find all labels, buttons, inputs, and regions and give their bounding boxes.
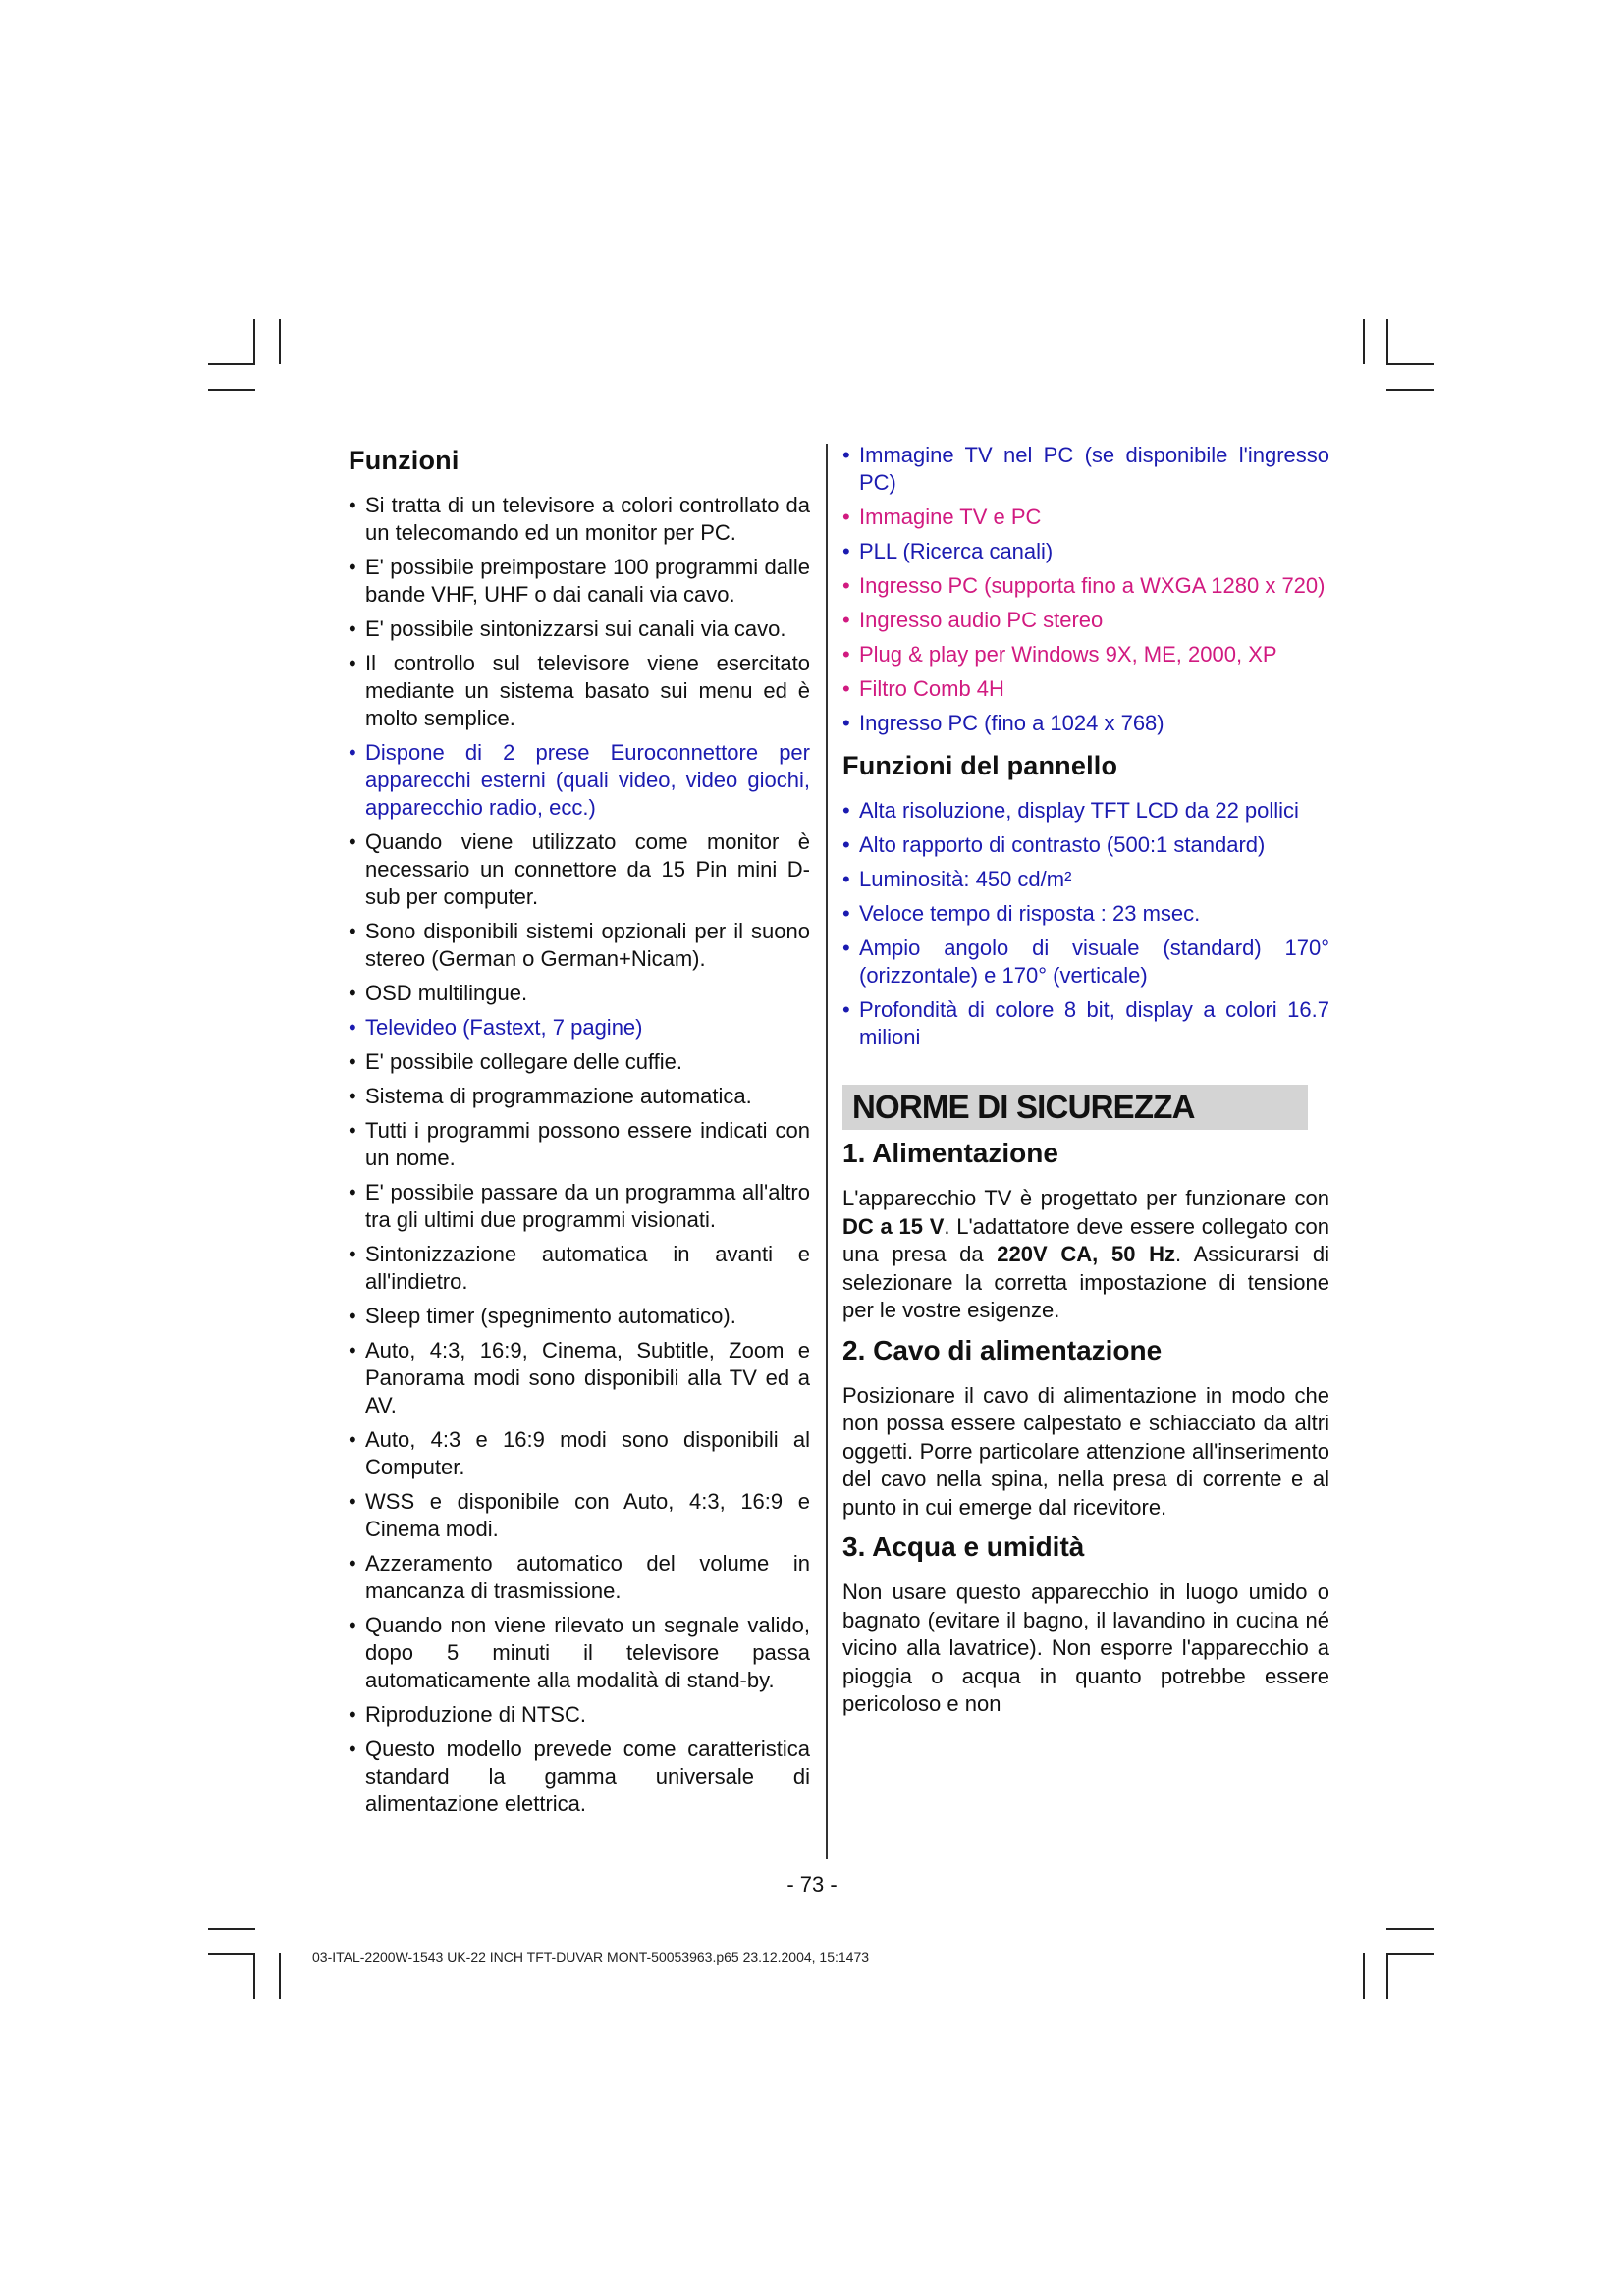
crop-mark [279,1953,281,1999]
list-item: • Plug & play per Windows 9X, ME, 2000, XP [842,641,1329,668]
list-item: • Azzeramento automatico del volume in mancanza di trasmissione. [349,1550,810,1605]
list-item: • Veloce tempo di risposta : 23 msec. [842,900,1329,928]
list-item: • Quando viene utilizzato come monitor è necessario un connettore da 15 Pin mini D-sub per computer. [349,828,810,911]
list-item: • Ampio angolo di visuale (standard) 170° (orizzontale) e 170° (verticale) [842,934,1329,989]
list-item: • Immagine TV nel PC (se disponibile l'ingresso PC) [842,442,1329,497]
list-item: • Dispone di 2 prese Euroconnettore per apparecchi esterni (quali video, video giochi, apparecchio radio, ecc.) [349,739,810,822]
list-item: • Questo modello prevede come caratteristica standard la gamma universale di alimentazione elettrica. [349,1735,810,1818]
panel-heading: Funzioni del pannello [842,751,1118,780]
list-item: • Sistema di programmazione automatica. [349,1083,810,1110]
section-2-text: Posizionare il cavo di alimentazione in modo che non possa essere calpestato e schiacciato da altri oggetti. Porre particolare attenzione all'inserimento del cavo nella spina, nella presa di corrente e al punto in cui emerge dal ricevitore. [842,1382,1329,1520]
text-run: L'apparecchio TV è progettato per funzionare con [842,1186,1329,1210]
crop-mark [208,1928,255,1930]
list-item: • E' possibile collegare delle cuffie. [349,1048,810,1076]
crop-mark [1386,1928,1434,1930]
list-item: • OSD multilingue. [349,980,810,1007]
list-item: • Filtro Comb 4H [842,675,1329,703]
crop-mark [1386,363,1434,365]
crop-mark [1386,319,1388,364]
section-2-title: 2. Cavo di alimentazione [842,1334,1163,1365]
mains-bold: 220V CA, 50 Hz [997,1242,1176,1266]
list-item: • Luminosità: 450 cd/m² [842,866,1329,893]
section-1-text [842,1185,1329,1325]
list-item: • Alta risoluzione, display TFT LCD da 22 pollici [842,797,1329,825]
right-column [842,442,1329,1729]
print-footer: 03-ITAL-2200W-1543 UK-22 INCH TFT-DUVAR MONT-50053963.p65 23.12.2004, 15:1473 [312,1949,870,1965]
list-item: • E' possibile passare da un programma all'altro tra gli ultimi due programmi visionati. [349,1179,810,1234]
list-item: • Immagine TV e PC [842,504,1329,531]
text-run: . Assicurarsi di selezionare la corretta impostazione di tensione per le vostre esigenze. [842,1242,1329,1322]
list-item: • Riproduzione di NTSC. [349,1701,810,1729]
list-item: • Ingresso PC (supporta fino a WXGA 1280 x 720) [842,572,1329,600]
list-item: • Auto, 4:3, 16:9, Cinema, Subtitle, Zoom e Panorama modi sono disponibili alla TV ed a AV. [349,1337,810,1419]
panel-features-list [842,797,1329,1051]
list-item: • Ingresso PC (fino a 1024 x 768) [842,710,1329,737]
list-item: • Auto, 4:3 e 16:9 modi sono disponibili al Computer. [349,1426,810,1481]
list-item: • Quando non viene rilevato un segnale valido, dopo 5 minuti il televisore passa automaticamente alla modalità di stand-by. [349,1612,810,1694]
list-item: • Si tratta di un televisore a colori controllato da un telecomando ed un monitor per PC. [349,492,810,547]
list-item: • PLL (Ricerca canali) [842,538,1329,565]
list-item: • Alto rapporto di contrasto (500:1 standard) [842,831,1329,859]
column-divider [826,444,828,1859]
left-column [349,442,810,1825]
section-3-title: 3. Acqua e umidità [842,1531,1085,1562]
list-item: • Profondità di colore 8 bit, display a colori 16.7 milioni [842,996,1329,1051]
list-item: • Ingresso audio PC stereo [842,607,1329,634]
crop-mark [208,363,255,365]
crop-mark [1363,319,1365,364]
crop-mark [279,319,281,364]
text-run: . L'adattatore deve essere collegato con una presa da [842,1213,1329,1266]
list-item: • Televideo (Fastext, 7 pagine) [349,1014,810,1041]
list-item: • Il controllo sul televisore viene esercitato mediante un sistema basato sui menu ed è molto semplice. [349,650,810,732]
funzioni-list [349,492,810,1818]
list-item: • Sintonizzazione automatica in avanti e all'indietro. [349,1241,810,1296]
crop-mark [1386,389,1434,391]
list-item: • Sono disponibili sistemi opzionali per il suono stereo (German o German+Nicam). [349,918,810,973]
list-item: • WSS e disponibile con Auto, 4:3, 16:9 e Cinema modi. [349,1488,810,1543]
crop-mark [208,389,255,391]
crop-mark [1363,1953,1365,1999]
crop-mark [253,319,255,364]
crop-mark [253,1953,255,1999]
section-1-title: 1. Alimentazione [842,1138,1058,1168]
voltage-bold: DC a 15 V [842,1213,945,1239]
safety-banner: NORME DI SICUREZZA [842,1085,1308,1130]
list-item: • E' possibile preimpostare 100 programmi dalle bande VHF, UHF o dai canali via cavo. [349,554,810,609]
list-item: • Sleep timer (spegnimento automatico). [349,1303,810,1330]
list-item: • E' possibile sintonizzarsi sui canali via cavo. [349,615,810,643]
crop-mark [208,1953,255,1955]
pc-features-list [842,442,1329,737]
funzioni-heading: Funzioni [349,446,460,475]
crop-mark [1386,1953,1388,1999]
crop-mark [1386,1953,1434,1955]
list-item: • Tutti i programmi possono essere indicati con un nome. [349,1117,810,1172]
page-number: - 73 - [786,1872,838,1896]
section-3-text: Non usare questo apparecchio in luogo umido o bagnato (evitare il bagno, il lavandino in cucina né vicino alla lavatrice). Non esporre l'apparecchio a pioggia o acqua in quanto potrebbe essere pericoloso e non [842,1579,1329,1716]
